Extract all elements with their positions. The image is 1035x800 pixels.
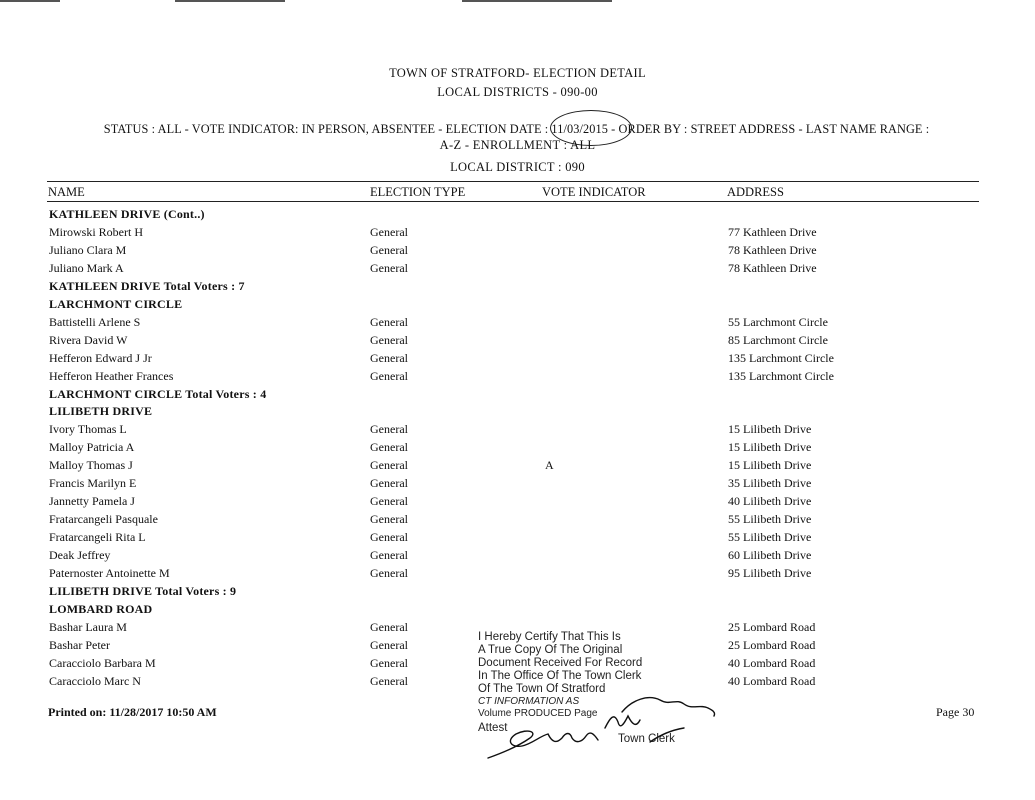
section-heading: KATHLEEN DRIVE (Cont..)	[49, 207, 205, 221]
election-type: General	[370, 566, 408, 580]
page-number: Page 30	[936, 705, 975, 719]
voter-name: Rivera David W	[49, 332, 128, 347]
voter-address: 40 Lilibeth Drive	[728, 494, 812, 509]
voter-address: 78 Kathleen Drive	[728, 242, 817, 257]
voter-name: Caracciolo Marc N	[49, 673, 141, 688]
voter-name: Francis Marilyn E	[49, 476, 137, 491]
stamp-line: Document Received For Record	[478, 657, 643, 669]
voter-address: 135 Larchmont Circle	[728, 368, 834, 383]
voter-address: 15 Lilibeth Drive	[728, 458, 812, 473]
election-type: General	[370, 224, 408, 239]
voter-name: Hefferon Edward J Jr	[49, 350, 152, 365]
voter-address: 77 Kathleen Drive	[728, 224, 817, 239]
election-type: General	[370, 637, 408, 652]
voter-address: 15 Lilibeth Drive	[728, 440, 812, 455]
stamp-line: Of The Town Of Stratford	[478, 683, 606, 695]
voter-address: 55 Lilibeth Drive	[728, 512, 812, 527]
election-type: General	[370, 422, 408, 437]
section-heading: LILIBETH DRIVE Total Voters : 9	[49, 583, 237, 598]
section-heading: LARCHMONT CIRCLE	[49, 296, 183, 311]
voter-name: Deak Jeffrey	[49, 548, 111, 563]
election-type: General	[370, 458, 408, 473]
vote-indicator: A	[545, 458, 554, 473]
voter-name: Mirowski Robert H	[49, 224, 143, 239]
election-type: General	[370, 530, 408, 545]
election-type: General	[370, 512, 408, 527]
column-header-vote-indicator: VOTE INDICATOR	[542, 185, 646, 199]
section-heading: LARCHMONT CIRCLE Total Voters : 4	[49, 386, 267, 401]
voter-address: 55 Lilibeth Drive	[728, 530, 812, 545]
local-district-label: LOCAL DISTRICT : 090	[450, 160, 585, 174]
election-type: General	[370, 476, 408, 491]
report-title: TOWN OF STRATFORD- ELECTION DETAIL	[389, 66, 646, 80]
election-type: General	[370, 350, 408, 365]
voter-name: Paternoster Antoinette M	[49, 566, 170, 580]
printed-on-timestamp: Printed on: 11/28/2017 10:50 AM	[48, 705, 217, 719]
voter-name: Juliano Mark A	[49, 260, 124, 275]
election-type: General	[370, 440, 408, 455]
voter-name: Malloy Thomas J	[49, 458, 133, 473]
stamp-line: Volume PRODUCED Page	[478, 708, 598, 719]
voter-address: 40 Lombard Road	[728, 655, 816, 670]
voter-name: Fratarcangeli Rita L	[49, 530, 146, 545]
voter-name: Battistelli Arlene S	[49, 314, 141, 329]
election-type: General	[370, 368, 408, 383]
report-subtitle: LOCAL DISTRICTS - 090-00	[437, 85, 598, 99]
voter-address: 78 Kathleen Drive	[728, 260, 817, 275]
election-type: General	[370, 494, 408, 509]
stamp-handwritten-line: CT INFORMATION AS	[478, 696, 580, 707]
column-header-address: ADDRESS	[727, 185, 784, 199]
voter-name: Caracciolo Barbara M	[49, 655, 156, 670]
voter-address: 40 Lombard Road	[728, 673, 816, 688]
stamp-attest: Attest	[478, 722, 508, 734]
election-type: General	[370, 314, 408, 329]
voter-name: Hefferon Heather Frances	[49, 368, 174, 383]
voter-name: Juliano Clara M	[49, 242, 127, 257]
voter-address: 55 Larchmont Circle	[728, 314, 828, 329]
election-type: General	[370, 332, 408, 347]
voter-name: Bashar Laura M	[49, 619, 127, 634]
column-header-name: NAME	[48, 185, 85, 199]
election-type: General	[370, 548, 408, 563]
voter-address: 35 Lilibeth Drive	[728, 476, 812, 491]
election-type: General	[370, 655, 408, 670]
stamp-line: I Hereby Certify That This Is	[478, 631, 621, 643]
voter-address: 25 Lombard Road	[728, 619, 816, 634]
voter-address: 25 Lombard Road	[728, 637, 816, 652]
stamp-town-clerk: Town Clerk	[618, 733, 675, 745]
voter-name: Ivory Thomas L	[49, 422, 127, 437]
stamp-line: In The Office Of The Town Clerk	[478, 670, 642, 682]
column-header-election-type: ELECTION TYPE	[370, 185, 466, 199]
voter-address: 135 Larchmont Circle	[728, 350, 834, 365]
section-heading: LOMBARD ROAD	[49, 601, 153, 616]
voter-name: Bashar Peter	[49, 637, 110, 652]
voter-address: 85 Larchmont Circle	[728, 332, 828, 347]
voter-name: Malloy Patricia A	[49, 440, 135, 455]
election-type: General	[370, 260, 408, 275]
report-enrollment-line: A-Z - ENROLLMENT : ALL	[439, 138, 596, 152]
election-type: General	[370, 242, 408, 257]
section-heading: LILIBETH DRIVE	[49, 404, 153, 419]
election-type: General	[370, 619, 408, 634]
election-type: General	[370, 673, 408, 688]
voter-address: 15 Lilibeth Drive	[728, 422, 812, 437]
voter-name: Jannetty Pamela J	[49, 494, 135, 509]
voter-address: 60 Lilibeth Drive	[728, 548, 812, 563]
stamp-line: A True Copy Of The Original	[478, 644, 623, 656]
report-filter-line: STATUS : ALL - VOTE INDICATOR: IN PERSON, ABSENTEE - ELECTION DATE : 11/03/2015 - ORDER BY : STREET ADDRESS - LAST NAME RANGE :	[103, 122, 930, 136]
section-heading: KATHLEEN DRIVE Total Voters : 7	[49, 278, 245, 293]
voter-address: 95 Lilibeth Drive	[728, 566, 812, 580]
voter-name: Fratarcangeli Pasquale	[49, 512, 158, 527]
